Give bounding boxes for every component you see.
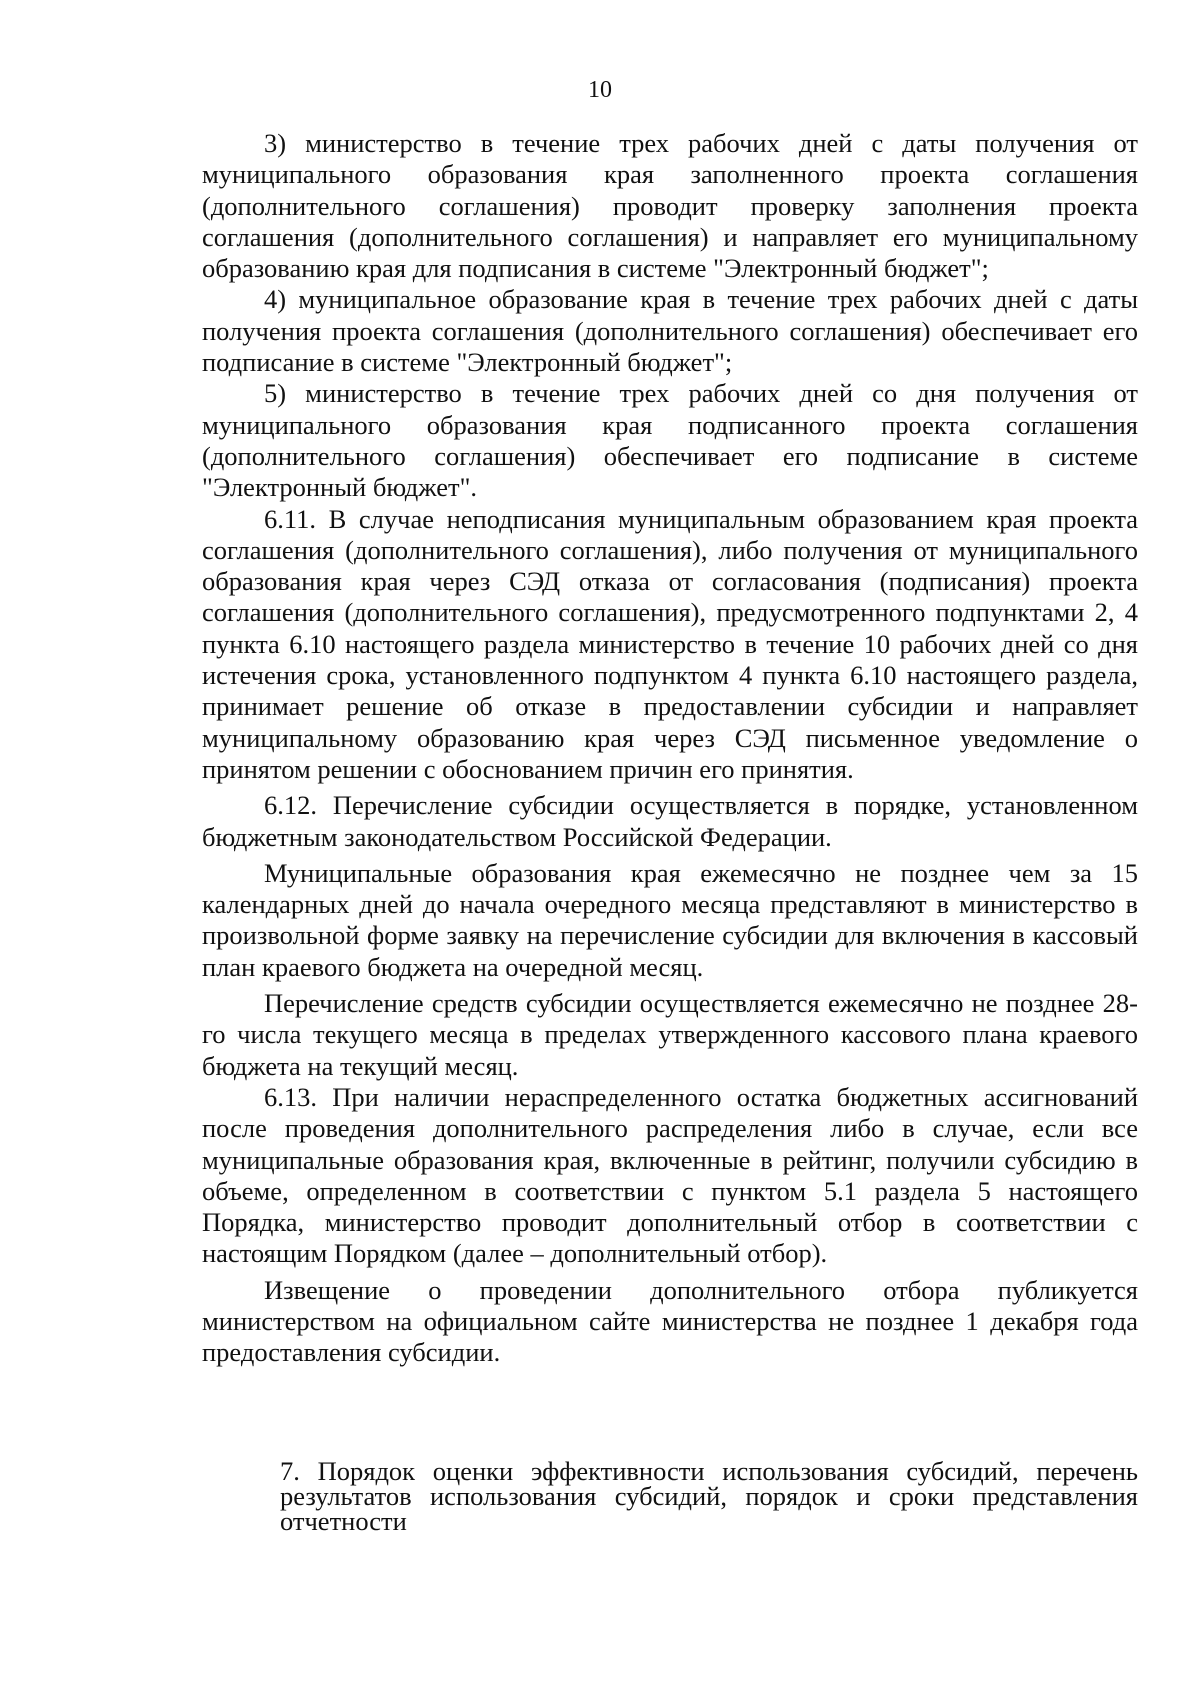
page-number: 10 (588, 77, 612, 103)
paragraph-item-3: 3) министерство в течение трех рабочих дней с даты получения от муниципального образования края заполненного проекта соглашения (дополнительного соглашения) проводит проверку заполнения проекта соглашения (дополнительного соглашения) и направляет его муниципальному образованию края для подписания в системе "Электронный бюджет"; (202, 128, 1138, 284)
paragraph-6-13: 6.13. При наличии нераспределенного остатка бюджетных ассигнований после проведения дополнительного распределения либо в случае, если все муниципальные образования края, включенные в рейтинг, получили субсидию в объеме, определенном в соответствии с пунктом 5.1 раздела 5 настоящего Порядка, министерство проводит дополнительный отбор в соответствии с настоящим Порядком (далее – дополнительный отбор). (202, 1081, 1138, 1269)
document-body (202, 128, 1138, 1369)
paragraph-item-4: 4) муниципальное образование края в течение трех рабочих дней с даты получения проекта соглашения (дополнительного соглашения) обеспечивает его подписание в системе "Электронный бюджет"; (202, 284, 1138, 378)
paragraph-item-5: 5) министерство в течение трех рабочих дней со дня получения от муниципального образования края подписанного проекта соглашения (дополнительного соглашения) обеспечивает его подписание в системе "Электронный бюджет". (202, 378, 1138, 503)
paragraph-monthly-request: Муниципальные образования края ежемесячно не позднее чем за 15 календарных дней до начала очередного месяца представляют в министерство в произвольной форме заявку на перечисление субсидии для включения в кассовый план краевого бюджета на очередной месяц. (202, 857, 1138, 982)
paragraph-6-12: 6.12. Перечисление субсидии осуществляется в порядке, установленном бюджетным законодательством Российской Федерации. (202, 790, 1138, 852)
paragraph-selection-notice: Извещение о проведении дополнительного отбора публикуется министерством на официальном сайте министерства не позднее 1 декабря года предоставления субсидии. (202, 1274, 1138, 1368)
section-heading: 7. Порядок оценки эффективности использования субсидий, перечень результатов использования субсидий, порядок и сроки представления отчетности (280, 1456, 1138, 1536)
paragraph-6-11: 6.11. В случае неподписания муниципальным образованием края проекта соглашения (дополнительного соглашения), либо получения от муниципального образования края через СЭД отказа от согласования (подписания) проекта соглашения (дополнительного соглашения), предусмотренного подпунктами 2, 4 пункта 6.10 настоящего раздела министерство в течение 10 рабочих дней со дня истечения срока, установленного подпунктом 4 пункта 6.10 настоящего раздела, принимает решение об отказе в предоставлении субсидии и направляет муниципальному образованию края через СЭД письменное уведомление о принятом решении с обоснованием причин его принятия. (202, 503, 1138, 784)
paragraph-transfer-deadline: Перечисление средств субсидии осуществляется ежемесячно не позднее 28-го числа текущего месяца в пределах утвержденного кассового плана краевого бюджета на текущий месяц. (202, 988, 1138, 1081)
